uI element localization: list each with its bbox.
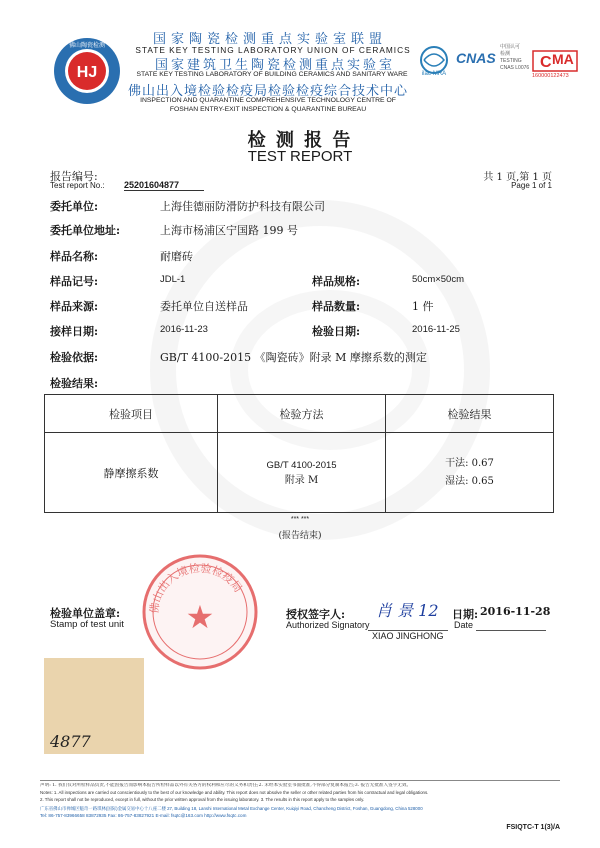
date-label-en: Date [454,620,474,630]
cell-result [386,433,554,513]
end-stars: *** *** [290,516,310,523]
page-cn: 共 1 页,第 1 页 [483,172,552,183]
receive-date-label: 接样日期: [50,325,99,338]
report-no-label-en: Test report No.: [50,181,105,190]
receive-date-value: 2016-11-23 [160,324,208,335]
stamp-label-en: Stamp of test unit [50,619,124,630]
logo-ring-text: 佛山陶瓷检测 [68,42,106,49]
header-line1-en: STATE KEY TESTING LABORATORY UNION OF CERAMICS [135,45,411,55]
report-no-label-cn: 报告编号: [50,170,98,183]
header-line3-en2: FOSHAN ENTRY-EXIT INSPECTION & QUARANTINE BUREAU [169,106,367,113]
ilac-mra-mark [416,44,452,80]
header-method: 检验方法 [218,395,386,433]
footer-address: 广东省佛山市禅城区魁奇一路琪林(国际)金属交易中心十八座二楼 27, Building 18, Lanshi International Metal Exchange Center, Kuiqiyi Road, Chancheng District, Foshan, Guangdong, China 528000 [40,806,423,811]
result-line2: 湿法: 0.65 [445,475,494,487]
signatory-label-en: Authorized Signatory [286,620,370,630]
method-line1: GB/T 4100-2015 [266,459,337,471]
header-line2-en: STATE KEY TESTING LABORATORY OF BUILDING CERAMICS AND SANITARY WARE [136,71,408,78]
title-en: TEST REPORT [247,148,353,165]
sample-name-value: 耐磨砖 [160,250,193,263]
client-label: 委托单位: [50,200,99,213]
sample-mark-label: 样品记号: [50,275,99,288]
sign-date-value: 2016-11-28 [480,605,551,618]
logo-letters: HJ [76,64,98,81]
address-label: 委托单位地址: [50,224,121,237]
cnas-label: CNAS [456,50,496,66]
label-handwriting: 4877 [50,732,91,751]
result-line1: 干法: 0.67 [445,457,494,469]
footer-divider [40,780,560,781]
cnas-sub2: 检测 [500,51,511,57]
table-row [45,433,554,513]
cnas-sub-text [500,44,530,72]
footer-note2: Notes: 1. All inspections are carried out conscientiously to the best of our knowledge and ability. This report does not absolve the seller or other related parties from his contractual and legal obligations. [40,790,429,795]
header-line3-cn: 佛山出入境检验检疫局检验检疫综合技术中心 [127,84,408,99]
address-value: 上海市杨浦区宁国路 199 号 [160,224,298,237]
signatory-name: XIAO JINGHONG [372,631,444,641]
end-text: (报告结束) [278,531,322,541]
header-line1-cn: 国家陶瓷检测重点实验室联盟 [152,32,387,47]
method-line2: 附录 M [284,474,319,486]
cma-mark [532,50,578,79]
form-number: FSIQTC-T 1(3)/A [506,824,560,831]
test-date-value: 2016-11-25 [412,324,460,335]
cell-method [218,433,386,513]
cnas-sub3: TESTING [500,58,522,64]
cma-number: 160000122473 [532,73,569,79]
footer-note3: 2. This report shall not be reproduced, except in full, without the prior written approval from the issuing laboratory. 3. The results in this report apply to the samples only. [40,797,365,802]
cma-label: MA [552,51,574,67]
hj-logo [52,36,122,106]
seal-text: 佛山出入境检验检疫局 [147,561,245,615]
source-value: 委托单位自送样品 [160,300,248,313]
basis-label: 检验依据: [50,351,99,364]
sample-label-sticker [44,658,144,754]
sample-mark-value: JDL-1 [160,274,186,285]
signatory-label-cn: 授权签字人: [286,608,346,621]
source-label: 样品来源: [50,300,99,313]
date-line [476,630,546,631]
footer-contact: Tel: 86-757-83966658 83872935 Fax: 86-757-83827921 E-mail: fsqtc@163.com http://www.fsqtc.com [40,813,247,818]
ilac-mra-label: ilac-MRA [421,71,447,77]
header-item: 检验项目 [45,395,218,433]
svg-text:C: C [540,54,552,71]
seal-star: ★ [185,598,215,636]
header-line2-cn: 国家建筑卫生陶瓷检测重点实验室 [154,58,395,73]
cell-item: 静摩擦系数 [45,433,218,513]
page-en: Page 1 of 1 [511,181,552,190]
date-label-cn: 日期: [452,608,479,621]
official-seal [140,552,260,672]
header-line3-en1: INSPECTION AND QUARANTINE COMPREHENSIVE TECHNOLOGY CENTRE OF [140,97,396,104]
cnas-mark [456,50,500,86]
result-label: 检验结果: [50,377,99,390]
cnas-sub1: 中国认可 [500,44,521,50]
basis-value: GB/T 4100-2015 《陶瓷砖》附录 M 摩擦系数的测定 [160,351,427,364]
footer-note1: 声明: 1. 我们仅对所检样品负责,不能因报告而影响本报告所检样品以外有关各方的权利和应尽的义务和责任;2. 未经本实验室书面批准,不得部分复制本报告;3. 报告无批准人签字无效。 [40,783,412,788]
cnas-sub4: CNAS L0076 [500,65,530,71]
client-value: 上海佳德丽防滑防护科技有限公司 [160,200,325,213]
title-cn: 检 测 报 告 [247,130,353,151]
stamp-label-cn: 检验单位盖章: [50,607,121,620]
test-date-label: 检验日期: [312,325,361,338]
qty-value: 1 件 [412,300,434,313]
signature-handwriting: 肖 景 12 [376,601,439,620]
table-header-row [45,395,554,433]
result-table [44,394,554,513]
report-no-value: 25201604877 [124,180,204,191]
qty-label: 样品数量: [312,300,361,313]
spec-value: 50cm×50cm [412,274,465,285]
spec-label: 样品规格: [312,275,361,288]
sample-name-label: 样品名称: [50,250,99,263]
header-result: 检验结果 [386,395,554,433]
